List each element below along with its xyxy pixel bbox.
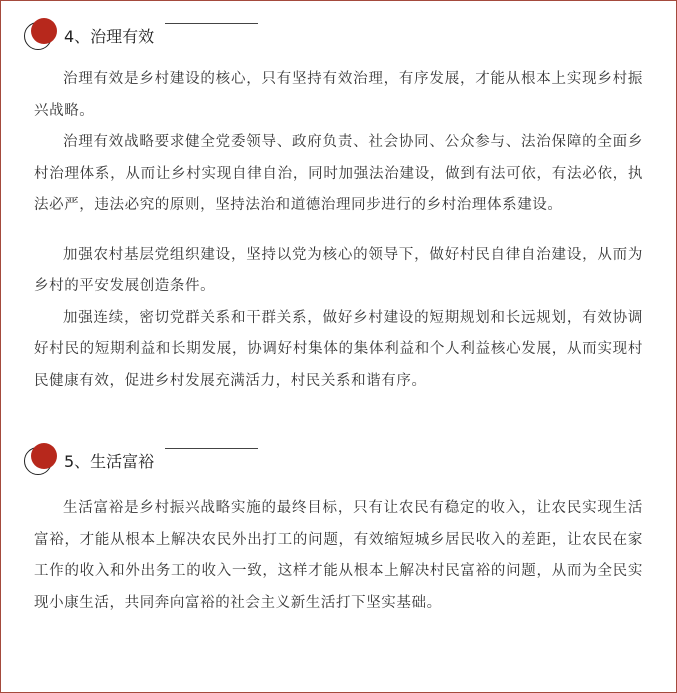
heading-rule <box>165 23 258 24</box>
paragraph: 生活富裕是乡村振兴战略实施的最终目标，只有让农民有稳定的收入，让农民实现生活富裕，才能从根本上解决农民外出打工的问题，有效缩短城乡居民收入的差距，让农民在家工作的收入和外出务工的收入一致，这样才能从根本上解决村民富裕的问题，从而为全民实现小康生活，共同奔向富裕的社会主义新生活打下坚实基础。 <box>34 500 643 611</box>
paragraph: 治理有效战略要求健全党委领导、政府负责、社会协同、公众参与、法治保障的全面乡村治理体系，从而让乡村实现自律自治，同时加强法治建设，做到有法可依，有法必依，执法必严，违法必究的原则，坚持法治和道德治理同步进行的乡村治理体系建设。 <box>34 134 643 213</box>
circle-badge-icon <box>24 16 58 50</box>
heading-rule <box>165 448 258 449</box>
paragraph: 治理有效是乡村建设的核心，只有坚持有效治理，有序发展，才能从根本上实现乡村振兴战略。 <box>34 71 643 119</box>
section-heading <box>0 16 677 56</box>
paragraph: 加强连续，密切党群关系和干群关系，做好乡村建设的短期规划和长远规划，有效协调好村民的短期利益和长期发展，协调好村集体的集体利益和个人利益核心发展，从而实现村民健康有效，促进乡村发展充满活力，村民关系和谐有序。 <box>34 309 643 389</box>
section-heading <box>0 441 677 481</box>
section-governance <box>0 16 677 56</box>
paragraph: 加强农村基层党组织建设，坚持以党为核心的领导下，做好村民自律自治建设，从而为乡村的平安发展创造条件。 <box>34 246 643 294</box>
section-title: 4、治理有效 <box>64 27 155 46</box>
circle-badge-icon <box>24 441 58 475</box>
section-title: 5、生活富裕 <box>64 452 155 471</box>
section-prosperity <box>0 441 677 481</box>
section-prosperity-body <box>0 493 677 619</box>
section-governance-body <box>0 64 677 397</box>
